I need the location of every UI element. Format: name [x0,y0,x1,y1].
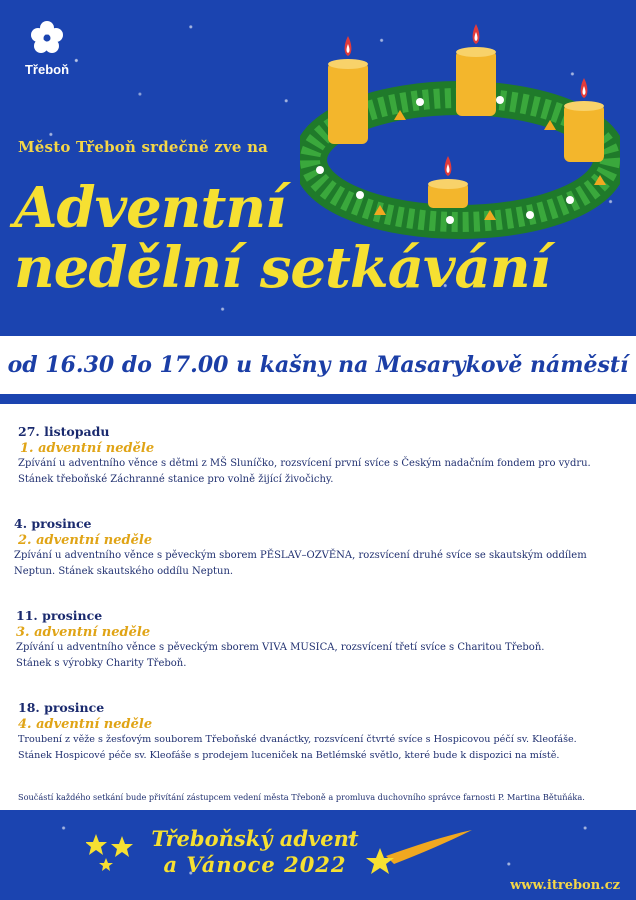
flower-logo-icon [30,20,64,54]
brand-line-1: Třeboňský advent [151,826,359,851]
event-date: 4. prosince [14,516,92,531]
event-description: Zpívání u adventního věnce s pěveckým sborem PĚSLAV–OZVĚNA, rozsvícení druhé svíce se skautským oddílem [14,550,587,561]
title-line-1: Adventní [14,175,286,241]
invite-text: Město Třeboň srdečně zve na [18,138,269,156]
event-description: Zpívání u adventního věnce s dětmi z MŠ Sluníčko, rozsvícení první svíce s Českým nadačním fondem pro vydru. [18,458,591,469]
time-place-text: od 16.30 do 17.00 u kašny na Masarykově náměstí [7,352,629,378]
event-description: Stánek Hospicové péče sv. Kleofáše s prodejem luceniček na Betlémské světlo, které bude k dispozici na místě. [18,750,560,761]
page-title [14,175,550,301]
event-date: 18. prosince [18,700,105,715]
event-sunday: 1. adventní neděle [20,441,155,456]
stars-icon [86,832,140,872]
candle-1-icon [328,36,368,144]
brand-line-2: a Vánoce 2022 [163,852,347,877]
event-date: 11. prosince [16,608,103,623]
event-sunday: 4. adventní neděle [18,717,153,732]
event-item [0,700,636,764]
event-item [0,424,636,488]
time-place-band [0,336,636,394]
logo-text: Třeboň [24,62,70,77]
header-banner [0,0,636,336]
footer-note: Součástí každého setkání bude přivítání zástupcem vedení města Třeboně a promluva duchovního správce farnosti P. Martina Bětuňáka. [18,792,585,802]
event-sunday: 3. adventní neděle [16,625,151,640]
advent-brand [150,826,360,878]
event-description: Stánek s výrobky Charity Třeboň. [16,658,187,669]
divider [0,394,636,404]
event-description: Stánek třeboňské Záchranné stanice pro volně žijící živočichy. [18,474,334,485]
event-description: Zpívání u adventního věnce s pěveckým sborem VIVA MUSICA, rozsvícení třetí svíce s Charitou Třeboň. [16,642,545,653]
event-sunday: 2. adventní neděle [18,533,153,548]
event-item [0,516,636,580]
candle-3-icon [564,78,604,162]
event-date: 27. listopadu [18,424,110,439]
town-logo [22,20,72,77]
event-description: Neptun. Stánek skautského oddílu Neptun. [14,566,234,577]
candle-2-icon [456,24,496,116]
website-link[interactable]: www.itrebon.cz [510,878,620,893]
shooting-star-icon [364,828,474,876]
title-line-2: nedělní setkávání [14,235,550,301]
event-description: Troubení z věže s žesťovým souborem Třeboňské dvanáctky, rozsvícení čtvrté svíce s Hospicovou péčí sv. Kleofáše. [18,734,577,745]
event-item [0,608,636,672]
